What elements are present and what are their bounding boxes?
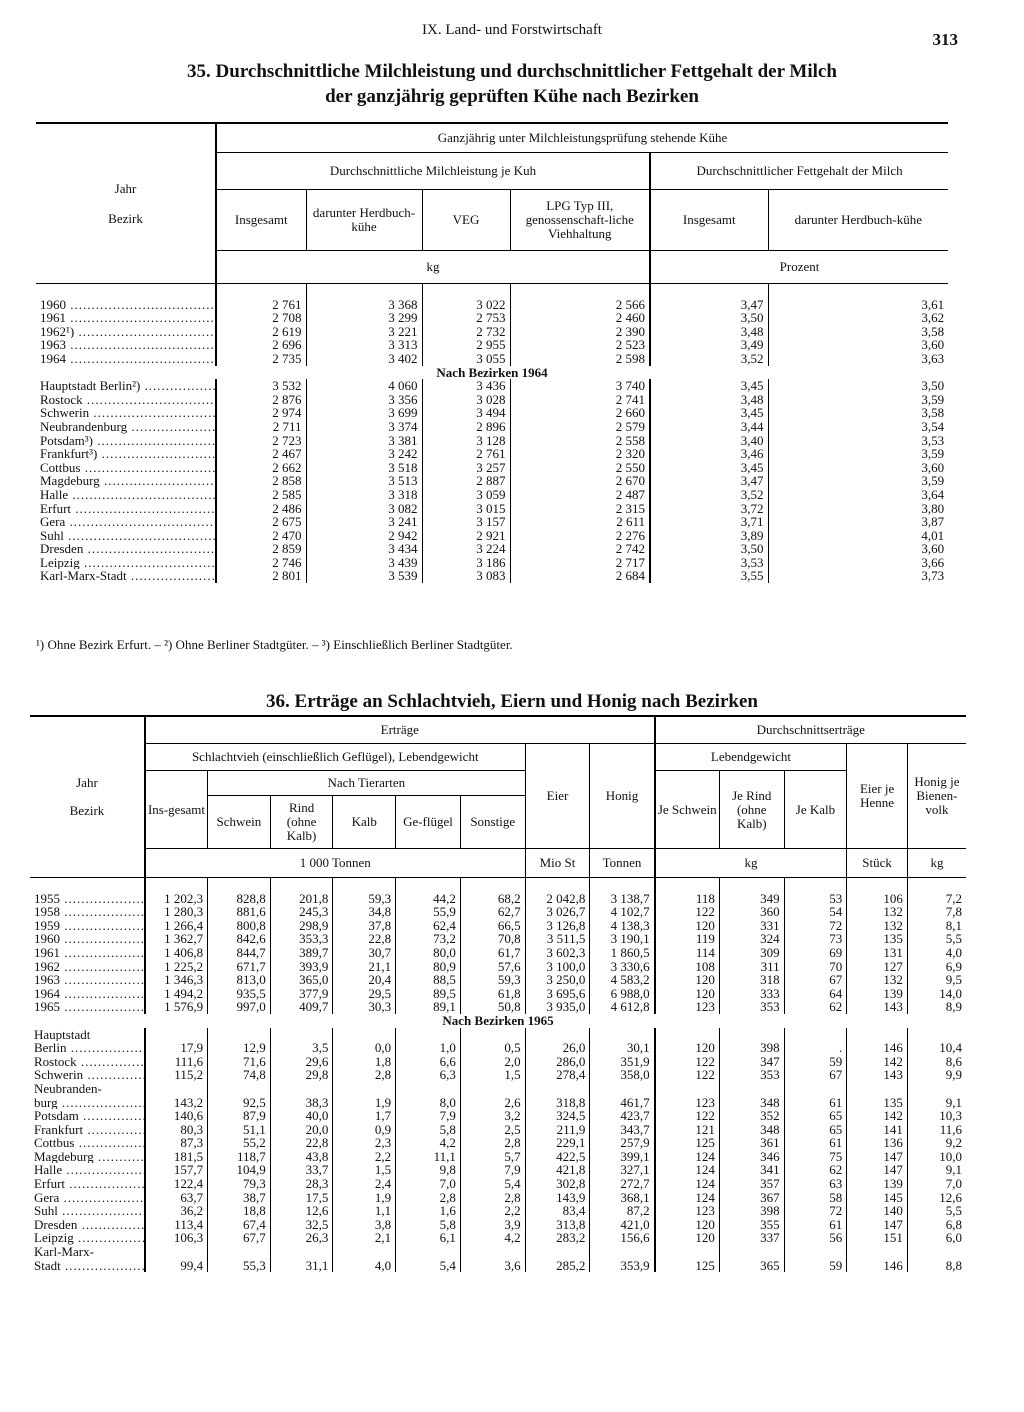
table-row: Leipzig ..... 106,3 67,7 26,3 2,1 6,1 4,2 283,2 156,6 120 337 56 151 6,0	[30, 1231, 966, 1245]
table-row: Frankfurt³) ..... 2 467 3 242 2 761 2 320 3,46 3,59	[36, 447, 948, 461]
unit-tonnen: Tonnen	[590, 849, 655, 878]
table-row: Suhl ..... 36,2 18,8 12,6 1,1 1,6 2,2 83,4 87,2 123 398 72 140 5,5	[30, 1204, 966, 1218]
table-row: Dresden ..... 113,4 67,4 32,5 3,8 5,8 3,9 313,8 421,0 120 355 61 147 6,8	[30, 1218, 966, 1232]
table-row: 1955 ..... 1 202,3 828,8 201,8 59,3 44,2 68,2 2 042,8 3 138,7 118 349 53 106 7,2	[30, 892, 966, 906]
header-jahr-bezirk: Jahr Bezirk	[36, 123, 216, 284]
table35-title-line2: der ganzjährig geprüften Kühe nach Bezirken	[325, 86, 699, 107]
header-honig-je-volk: Honig je Bienen-volk	[907, 744, 966, 849]
header-lpg: LPG Typ III, genossenschaft-liche Viehhaltung	[510, 190, 650, 251]
table-row: 1960 ..... 2 761 3 368 3 022 2 566 3,47 3,61	[36, 298, 948, 312]
table-row: Rostock ..... 111,6 71,6 29,6 1,8 6,6 2,0 286,0 351,9 122 347 59 142 8,6	[30, 1055, 966, 1069]
header-lebendgewicht: Lebendgewicht	[655, 744, 847, 771]
table-row: Cottbus ..... 87,3 55,2 22,8 2,3 4,2 2,8 229,1 257,9 125 361 61 136 9,2	[30, 1136, 966, 1150]
header-eier: Eier	[525, 744, 590, 849]
table-row: 1963 ..... 1 346,3 813,0 365,0 20,4 88,5 59,3 3 250,0 4 583,2 120 318 67 132 9,5	[30, 973, 966, 987]
table-row: Suhl ..... 2 470 2 942 2 921 2 276 3,89 4,01	[36, 529, 948, 543]
table-row: Schwerin ..... 2 974 3 699 3 494 2 660 3,45 3,58	[36, 406, 948, 420]
header-je-rind: Je Rind (ohne Kalb)	[719, 771, 784, 849]
header-ertraege: Erträge	[145, 716, 655, 744]
table-row: 1964 ..... 2 735 3 402 3 055 2 598 3,52 3,63	[36, 352, 948, 366]
table-row: Neubrandenburg ..... 2 711 3 374 2 896 2 579 3,44 3,54	[36, 420, 948, 434]
table-row: Halle ..... 157,7 104,9 33,7 1,5 9,8 7,9 421,8 327,1 124 341 62 147 9,1	[30, 1163, 966, 1177]
section-heading: Nach Bezirken 1965	[442, 1012, 554, 1028]
header-je-kalb: Je Kalb	[784, 771, 847, 849]
header-ganzjaehrig: Ganzjährig unter Milchleistungsprüfung stehende Kühe	[216, 123, 948, 153]
table-row: Halle ..... 2 585 3 318 3 059 2 487 3,52 3,64	[36, 488, 948, 502]
table-row: Dresden ..... 2 859 3 434 3 224 2 742 3,50 3,60	[36, 542, 948, 556]
table-row: Magdeburg ..... 2 858 3 513 2 887 2 670 3,47 3,59	[36, 474, 948, 488]
table-row: Erfurt ..... 2 486 3 082 3 015 2 315 3,72 3,80	[36, 502, 948, 516]
header-schwein: Schwein	[208, 796, 271, 849]
header-jahr-bezirk: Jahr Bezirk	[30, 716, 145, 878]
table-row: Karl-Marx-	[30, 1245, 966, 1259]
table-row: Stadt ..... 99,4 55,3 31,1 4,0 5,4 3,6 285,2 353,9 125 365 59 146 8,8	[30, 1259, 966, 1273]
table-row: Rostock ..... 2 876 3 356 3 028 2 741 3,48 3,59	[36, 393, 948, 407]
table35-title-line1: 35. Durchschnittliche Milchleistung und durchschnittlicher Fettgehalt der Milch	[187, 61, 837, 82]
table-row: Gera ..... 2 675 3 241 3 157 2 611 3,71 3,87	[36, 515, 948, 529]
unit-kg: kg	[216, 251, 650, 284]
header-insgesamt: Ins-gesamt	[145, 771, 208, 849]
table-row: burg ..... 143,2 92,5 38,3 1,9 8,0 2,6 318,8 461,7 123 348 61 135 9,1	[30, 1096, 966, 1110]
header-fett-insgesamt: Insgesamt	[650, 190, 768, 251]
unit-1000-tonnen: 1 000 Tonnen	[145, 849, 525, 878]
header-kalb: Kalb	[333, 796, 396, 849]
header-fettgehalt: Durchschnittlicher Fettgehalt der Milch	[650, 153, 948, 190]
unit-kg-honig: kg	[907, 849, 966, 878]
table-row: 1959 ..... 1 266,4 800,8 298,9 37,8 62,4 66,5 3 126,8 4 138,3 120 331 72 132 8,1	[30, 919, 966, 933]
unit-stueck: Stück	[847, 849, 908, 878]
table-row: 1958 ..... 1 280,3 881,6 245,3 34,8 55,9 62,7 3 026,7 4 102,7 122 360 54 132 7,8	[30, 905, 966, 919]
header-durchschnittsertraege: Durchschnittserträge	[655, 716, 966, 744]
table-row: Hauptstadt Berlin²) ..... 3 532 4 060 3 436 3 740 3,45 3,50	[36, 379, 948, 393]
table-row: 1965 ..... 1 576,9 997,0 409,7 30,3 89,1 50,8 3 935,0 4 612,8 123 353 62 143 8,9	[30, 1000, 966, 1014]
table-row: Frankfurt ..... 80,3 51,1 20,0 0,9 5,8 2,5 211,9 343,7 121 348 65 141 11,6	[30, 1123, 966, 1137]
table-row: Hauptstadt	[30, 1028, 966, 1042]
header-sonstige: Sonstige	[460, 796, 525, 849]
header-fett-herdbuch: darunter Herdbuch-kühe	[768, 190, 948, 251]
table-row: Cottbus ..... 2 662 3 518 3 257 2 550 3,45 3,60	[36, 461, 948, 475]
table-row: Gera ..... 63,7 38,7 17,5 1,9 2,8 2,8 143,9 368,1 124 367 58 145 12,6	[30, 1191, 966, 1205]
table-row: 1961 ..... 1 406,8 844,7 389,7 30,7 80,0 61,7 3 602,3 1 860,5 114 309 69 131 4,0	[30, 946, 966, 960]
header-insgesamt: Insgesamt	[216, 190, 306, 251]
running-head: IX. Land- und Forstwirtschaft	[422, 22, 602, 38]
table-row: Magdeburg ..... 181,5 118,7 43,8 2,2 11,1 5,7 422,5 399,1 124 346 75 147 10,0	[30, 1150, 966, 1164]
table-row: Potsdam ..... 140,6 87,9 40,0 1,7 7,9 3,2 324,5 423,7 122 352 65 142 10,3	[30, 1109, 966, 1123]
unit-kg: kg	[655, 849, 847, 878]
table-row: 1962 ..... 1 225,2 671,7 393,9 21,1 80,9 57,6 3 100,0 3 330,6 108 311 70 127 6,9	[30, 960, 966, 974]
header-veg: VEG	[422, 190, 510, 251]
table-row: 1960 ..... 1 362,7 842,6 353,3 22,8 73,2 70,8 3 511,5 3 190,1 119 324 73 135 5,5	[30, 932, 966, 946]
header-eier-je-henne: Eier je Henne	[847, 744, 908, 849]
header-herdbuch: darunter Herdbuch-kühe	[306, 190, 422, 251]
header-honig: Honig	[590, 744, 655, 849]
table-row: Schwerin ..... 115,2 74,8 29,8 2,8 6,3 1,5 278,4 358,0 122 353 67 143 9,9	[30, 1068, 966, 1082]
header-rind: Rind (ohne Kalb)	[270, 796, 333, 849]
header-je-schwein: Je Schwein	[655, 771, 720, 849]
table-row: 1963 ..... 2 696 3 313 2 955 2 523 3,49 3,60	[36, 338, 948, 352]
table-row: Berlin ..... 17,9 12,9 3,5 0,0 1,0 0,5 26,0 30,1 120 398 . 146 10,4	[30, 1041, 966, 1055]
table-row: Neubranden-	[30, 1082, 966, 1096]
header-milchleistung: Durchschnittliche Milchleistung je Kuh	[216, 153, 650, 190]
table35-footnote: ¹) Ohne Bezirk Erfurt. – ²) Ohne Berliner Stadtgüter. – ³) Einschließlich Berliner Stadtgüter.	[36, 637, 513, 652]
unit-prozent: Prozent	[650, 251, 948, 284]
page-number: 313	[932, 30, 958, 49]
table-row: 1961 ..... 2 708 3 299 2 753 2 460 3,50 3,62	[36, 311, 948, 325]
table-row: Karl-Marx-Stadt ..... 2 801 3 539 3 083 2 684 3,55 3,73	[36, 569, 948, 583]
table-row: 1964 ..... 1 494,2 935,5 377,9 29,5 89,5 61,8 3 695,6 6 988,0 120 333 64 139 14,0	[30, 987, 966, 1001]
table-row: 1962¹) ..... 2 619 3 221 2 732 2 390 3,48 3,58	[36, 325, 948, 339]
table36-title: 36. Erträge an Schlachtvieh, Eiern und Honig nach Bezirken	[266, 691, 758, 712]
header-gefluegel: Ge-flügel	[396, 796, 461, 849]
table35	[36, 122, 948, 583]
table36	[30, 715, 966, 1272]
table-row: Leipzig ..... 2 746 3 439 3 186 2 717 3,53 3,66	[36, 556, 948, 570]
table-row: Erfurt ..... 122,4 79,3 28,3 2,4 7,0 5,4 302,8 272,7 124 357 63 139 7,0	[30, 1177, 966, 1191]
header-schlachtvieh: Schlachtvieh (einschließlich Geflügel), Lebendgewicht	[145, 744, 525, 771]
header-nach-tierarten: Nach Tierarten	[208, 771, 526, 796]
section-heading: Nach Bezirken 1964	[436, 364, 548, 380]
table-row: Potsdam³) ..... 2 723 3 381 3 128 2 558 3,40 3,53	[36, 434, 948, 448]
unit-mio-st: Mio St	[525, 849, 590, 878]
